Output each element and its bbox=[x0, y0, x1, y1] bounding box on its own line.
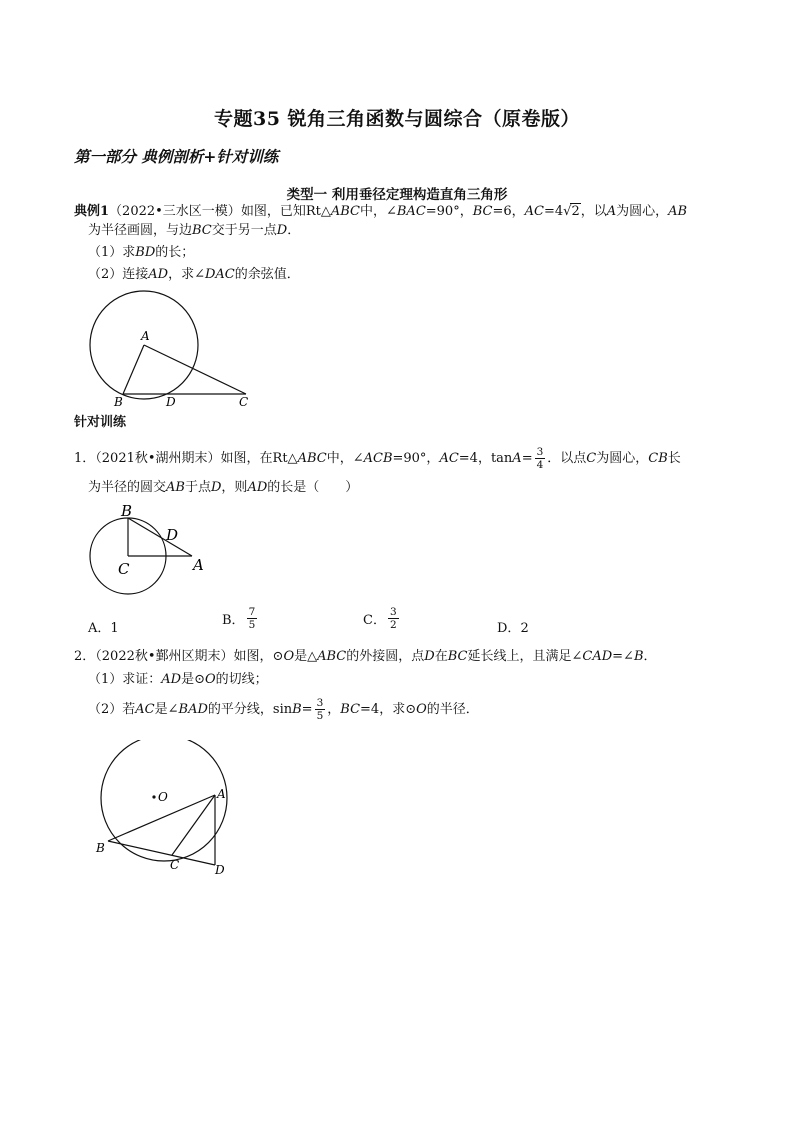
problem1-figure bbox=[86, 498, 216, 598]
problem2-question2: （2）若AC是∠BAD的平分线，sinB= $\frac{3}{5}$ ，BC=4，求⊙O的半径． bbox=[88, 697, 479, 722]
example1-figure bbox=[80, 290, 260, 412]
problem1-line2: 为半径的圆交AB于点D，则AD的长是（ ） bbox=[88, 480, 359, 495]
part-heading: 第一部分 典例剖析+针对训练 bbox=[74, 147, 279, 166]
example1-line2: 为半径画圆，与边BC交于另一点D． bbox=[88, 223, 301, 238]
option-d[interactable]: D．2 bbox=[497, 621, 529, 636]
label-o: O bbox=[158, 790, 168, 804]
label-b: B bbox=[96, 841, 105, 855]
label-d: D bbox=[166, 395, 176, 409]
label-c: C bbox=[239, 395, 249, 409]
label-c: C bbox=[170, 858, 180, 872]
fraction-sin-b: $\frac{3}{5}$ bbox=[316, 697, 324, 722]
label-d: D bbox=[166, 526, 179, 544]
label-a: A bbox=[217, 787, 226, 801]
problem2-figure bbox=[88, 740, 248, 880]
label-b: B bbox=[114, 395, 123, 409]
segment-ba bbox=[128, 518, 192, 556]
option-b[interactable]: B． $\frac{7}{5}$ bbox=[222, 606, 256, 631]
problem2-line1: 2．（2022秋•鄞州区期末）如图，⊙O是△ABC的外接圆，点D在BC延长线上，且满足∠CAD=∠B． bbox=[74, 649, 657, 664]
label-a: A bbox=[141, 329, 150, 343]
label-d: D bbox=[215, 863, 225, 877]
document-title: 专题35 锐角三角函数与圆综合（原卷版） bbox=[213, 108, 581, 130]
example1-question2: （2）连接AD，求∠DAC的余弦值． bbox=[88, 267, 300, 282]
type-heading: 类型一 利用垂径定理构造直角三角形 bbox=[286, 187, 508, 203]
segment-ac bbox=[144, 345, 246, 394]
fraction-tan-a: $\frac{3}{4}$ bbox=[536, 446, 544, 471]
problem1-line1: 1．（2021秋•湖州期末）如图，在Rt△ABC中，∠ACB=90°，AC=4，tanA= $\frac{3}{4}$ ．以点C为圆心，CB长 bbox=[74, 446, 681, 471]
segment-ab bbox=[123, 345, 144, 394]
example1-line1: 典例1（2022•三水区一模）如图，已知Rt△ABC中，∠BAC=90°，BC=6，AC=4√2，以A为圆心，AB bbox=[74, 204, 688, 219]
option-a[interactable]: A．1 bbox=[88, 621, 119, 636]
example1-question1: （1）求BD的长； bbox=[88, 245, 195, 260]
label-a: A bbox=[193, 556, 204, 574]
training-label: 针对训练 bbox=[74, 415, 127, 430]
center-o-dot bbox=[152, 795, 155, 798]
option-c[interactable]: C． $\frac{3}{2}$ bbox=[363, 606, 397, 631]
label-c: C bbox=[118, 560, 130, 578]
label-b: B bbox=[121, 502, 133, 520]
example1-label: 典例1 bbox=[74, 204, 110, 219]
problem2-question1: （1）求证：AD是⊙O的切线； bbox=[88, 672, 268, 687]
